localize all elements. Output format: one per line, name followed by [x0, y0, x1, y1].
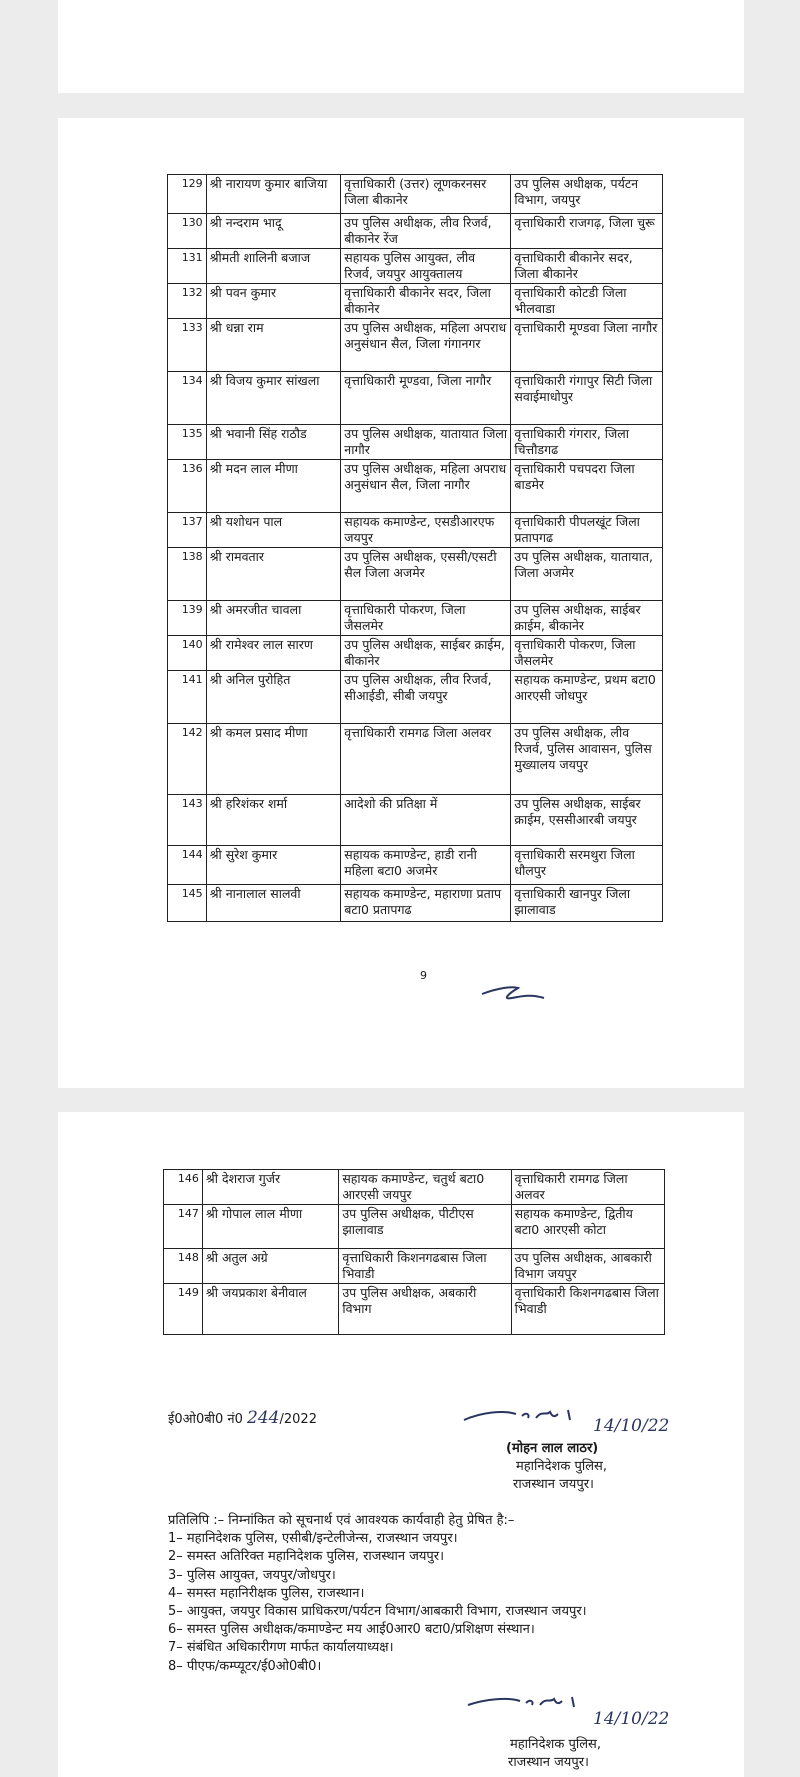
table-row: [168, 724, 663, 795]
new-posting: वृत्ताधिकारी खानपुर जिला झालावाड: [511, 885, 663, 922]
table-row: [164, 1205, 665, 1249]
serial-number: 148: [164, 1249, 203, 1284]
new-posting: वृत्ताधिकारी पीपलखूंट जिला प्रतापगढ: [511, 513, 663, 548]
serial-number: 145: [168, 885, 207, 922]
serial-number: 137: [168, 513, 207, 548]
serial-number: 134: [168, 372, 207, 425]
signature-icon: [464, 1689, 604, 1717]
new-posting: वृत्ताधिकारी मूण्डवा जिला नागौर: [511, 319, 663, 372]
serial-number: 147: [164, 1205, 203, 1249]
officer-name: श्री यशोधन पाल: [206, 513, 341, 548]
current-posting: आदेशो की प्रतिक्षा में: [341, 795, 511, 846]
serial-number: 146: [164, 1170, 203, 1205]
officer-name: श्री नन्दराम भादू: [206, 214, 341, 249]
signatory2-place: राजस्थान जयपुर।: [508, 1755, 589, 1770]
current-posting: वृत्ताधिकारी मूण्डवा, जिला नागौर: [341, 372, 511, 425]
officer-name: श्री भवानी सिंह राठौड: [206, 425, 341, 460]
reference-prefix: ई0ओ0बी0 नं0: [168, 1412, 243, 1427]
page-9: [58, 118, 744, 1088]
signature-icon: [460, 1402, 600, 1432]
serial-number: 129: [168, 175, 207, 214]
initials-signature-icon: [478, 976, 548, 1006]
current-posting: सहायक कमाण्डेन्ट, चतुर्थ बटा0 आरएसी जयपुर: [339, 1170, 511, 1205]
officer-name: श्री हरिशंकर शर्मा: [206, 795, 341, 846]
current-posting: वृत्ताधिकारी रामगढ जिला अलवर: [341, 724, 511, 795]
transfer-table-page-9: [167, 174, 663, 922]
page-10: [58, 1112, 744, 1777]
officer-name: श्री अमरजीत चावला: [206, 601, 341, 636]
table-row: [168, 513, 663, 548]
current-posting: सहायक कमाण्डेन्ट, एसडीआरएफ जयपुर: [341, 513, 511, 548]
serial-number: 140: [168, 636, 207, 671]
new-posting: उप पुलिस अधीक्षक, लीव रिजर्व, पुलिस आवासन, पुलिस मुख्यालय जयपुर: [511, 724, 663, 795]
new-posting: वृत्ताधिकारी पचपदरा जिला बाडमेर: [511, 460, 663, 513]
officer-name: श्री अतुल अग्रे: [202, 1249, 338, 1284]
current-posting: सहायक कमाण्डेन्ट, हाडी रानी महिला बटा0 अजमेर: [341, 846, 511, 885]
serial-number: 144: [168, 846, 207, 885]
new-posting: वृत्ताधिकारी कोटडी जिला भीलवाडा: [511, 284, 663, 319]
current-posting: उप पुलिस अधीक्षक, लीव रिजर्व, सीआईडी, सीबी जयपुर: [341, 671, 511, 724]
serial-number: 131: [168, 249, 207, 284]
signatory-designation: महानिदेशक पुलिस,: [516, 1459, 607, 1474]
signature2-date: 14/10/22: [593, 1709, 670, 1729]
current-posting: वृत्ताधिकारी बीकानेर सदर, जिला बीकानेर: [341, 284, 511, 319]
officer-name: श्री सुरेश कुमार: [206, 846, 341, 885]
table-row: [164, 1284, 665, 1335]
officer-name: श्रीमती शालिनी बजाज: [206, 249, 341, 284]
officer-name: श्री देशराज गुर्जर: [202, 1170, 338, 1205]
serial-number: 133: [168, 319, 207, 372]
table-row: [168, 548, 663, 601]
serial-number: 139: [168, 601, 207, 636]
current-posting: उप पुलिस अधीक्षक, लीव रिजर्व, बीकानेर रेंज: [341, 214, 511, 249]
serial-number: 141: [168, 671, 207, 724]
table-row: [168, 214, 663, 249]
table-row: [168, 846, 663, 885]
table-row: [164, 1249, 665, 1284]
current-posting: वृत्ताधिकारी (उत्तर) लूणकरनसर जिला बीकानेर: [341, 175, 511, 214]
serial-number: 143: [168, 795, 207, 846]
reference-year: /2022: [279, 1412, 317, 1427]
signatory-place: राजस्थान जयपुर।: [513, 1477, 594, 1492]
current-posting: वृत्ताधिकारी किशनगढबास जिला भिवाडी: [339, 1249, 511, 1284]
table-row: [168, 671, 663, 724]
officer-name: श्री नारायण कुमार बाजिया: [206, 175, 341, 214]
copy-to-item: 5– आयुक्त, जयपुर विकास प्राधिकरण/पर्यटन विभाग/आबकारी विभाग, राजस्थान जयपुर।: [168, 1604, 587, 1620]
new-posting: उप पुलिस अधीक्षक, आबकारी विभाग जयपुर: [511, 1249, 664, 1284]
current-posting: उप पुलिस अधीक्षक, महिला अपराध अनुसंधान सैल, जिला नागौर: [341, 460, 511, 513]
copy-to-section: [168, 1512, 587, 1676]
table-row: [168, 601, 663, 636]
new-posting: सहायक कमाण्डेन्ट, प्रथम बटा0 आरएसी जोधपुर: [511, 671, 663, 724]
new-posting: उप पुलिस अधीक्षक, यातायात, जिला अजमेर: [511, 548, 663, 601]
new-posting: वृत्ताधिकारी गंगापुर सिटी जिला सवाईमाधोपुर: [511, 372, 663, 425]
signature-date: 14/10/22: [593, 1416, 670, 1436]
table-row: [168, 795, 663, 846]
current-posting: उप पुलिस अधीक्षक, महिला अपराध अनुसंधान सैल, जिला गंगानगर: [341, 319, 511, 372]
officer-name: श्री कमल प्रसाद मीणा: [206, 724, 341, 795]
serial-number: 130: [168, 214, 207, 249]
copy-to-item: 8– पीएफ/कम्प्यूटर/ई0ओ0बी0।: [168, 1658, 322, 1674]
officer-name: श्री रामेश्वर लाल सारण: [206, 636, 341, 671]
copy-to-heading: प्रतिलिपि :– निम्नांकित को सूचनार्थ एवं आवश्यक कार्यवाही हेतु प्रेषित है:–: [168, 1513, 515, 1528]
table-row: [164, 1170, 665, 1205]
copy-to-item: 2– समस्त अतिरिक्त महानिदेशक पुलिस, राजस्थान जयपुर।: [168, 1549, 445, 1565]
table-row: [168, 425, 663, 460]
current-posting: सहायक कमाण्डेन्ट, महाराणा प्रताप बटा0 प्रतापगढ: [341, 885, 511, 922]
new-posting: उप पुलिस अधीक्षक, पर्यटन विभाग, जयपुर: [511, 175, 663, 214]
current-posting: उप पुलिस अधीक्षक, अबकारी विभाग: [339, 1284, 511, 1335]
copy-to-item: 6– समस्त पुलिस अधीक्षक/कमाण्डेन्ट मय आई0आर0 बटा0/प्रशिक्षण संस्थान।: [168, 1622, 535, 1638]
table-row: [168, 885, 663, 922]
officer-name: श्री अनिल पुरोहित: [206, 671, 341, 724]
copy-to-item: 3– पुलिस आयुक्त, जयपुर/जोधपुर।: [168, 1567, 336, 1583]
new-posting: वृत्ताधिकारी बीकानेर सदर, जिला बीकानेर: [511, 249, 663, 284]
reference-number-handwritten: 244: [247, 1408, 280, 1428]
table-row: [168, 460, 663, 513]
current-posting: उप पुलिस अधीक्षक, एससी/एसटी सैल जिला अजमेर: [341, 548, 511, 601]
serial-number: 149: [164, 1284, 203, 1335]
signatory-name: (मोहन लाल लाठर): [506, 1441, 599, 1456]
table-row: [168, 284, 663, 319]
table-row: [168, 319, 663, 372]
page-number: 9: [420, 969, 427, 982]
current-posting: उप पुलिस अधीक्षक, पीटीएस झालावाड: [339, 1205, 511, 1249]
current-posting: सहायक पुलिस आयुक्त, लीव रिजर्व, जयपुर आयुक्तालय: [341, 249, 511, 284]
table-row: [168, 372, 663, 425]
new-posting: वृत्ताधिकारी किशनगढबास जिला भिवाडी: [511, 1284, 664, 1335]
officer-name: श्री गोपाल लाल मीणा: [202, 1205, 338, 1249]
new-posting: वृत्ताधिकारी पोकरण, जिला जैसलमेर: [511, 636, 663, 671]
new-posting: वृत्ताधिकारी सरमथुरा जिला धौलपुर: [511, 846, 663, 885]
new-posting: सहायक कमाण्डेन्ट, द्वितीय बटा0 आरएसी कोटा: [511, 1205, 664, 1249]
officer-name: श्री मदन लाल मीणा: [206, 460, 341, 513]
signatory2-designation: महानिदेशक पुलिस,: [510, 1737, 601, 1752]
page-fragment-top: [58, 0, 744, 93]
copy-to-item: 4– समस्त महानिरीक्षक पुलिस, राजस्थान।: [168, 1585, 365, 1601]
serial-number: 132: [168, 284, 207, 319]
table-row: [168, 249, 663, 284]
serial-number: 142: [168, 724, 207, 795]
officer-name: श्री जयप्रकाश बेनीवाल: [202, 1284, 338, 1335]
table-row: [168, 175, 663, 214]
order-reference: [168, 1408, 317, 1428]
serial-number: 138: [168, 548, 207, 601]
new-posting: उप पुलिस अधीक्षक, साईबर क्राईम, बीकानेर: [511, 601, 663, 636]
current-posting: उप पुलिस अधीक्षक, यातायात जिला नागौर: [341, 425, 511, 460]
new-posting: वृत्ताधिकारी राजगढ़, जिला चुरू: [511, 214, 663, 249]
officer-name: श्री विजय कुमार सांखला: [206, 372, 341, 425]
officer-name: श्री रामवतार: [206, 548, 341, 601]
copy-to-item: 7– संबंधित अधिकारीगण मार्फत कार्यालयाध्यक्ष।: [168, 1640, 394, 1656]
new-posting: उप पुलिस अधीक्षक, साईबर क्राईम, एससीआरबी जयपुर: [511, 795, 663, 846]
current-posting: वृत्ताधिकारी पोकरण, जिला जैसलमेर: [341, 601, 511, 636]
officer-name: श्री नानालाल सालवी: [206, 885, 341, 922]
new-posting: वृत्ताधिकारी रामगढ जिला अलवर: [511, 1170, 664, 1205]
officer-name: श्री पवन कुमार: [206, 284, 341, 319]
transfer-table-page-10: [163, 1169, 665, 1335]
serial-number: 136: [168, 460, 207, 513]
serial-number: 135: [168, 425, 207, 460]
new-posting: वृत्ताधिकारी गंगरार, जिला चित्तौडगढ: [511, 425, 663, 460]
copy-to-item: 1– महानिदेशक पुलिस, एसीबी/इन्टेलीजेन्स, राजस्थान जयपुर।: [168, 1531, 458, 1547]
current-posting: उप पुलिस अधीक्षक, साईबर क्राईम, बीकानेर: [341, 636, 511, 671]
table-row: [168, 636, 663, 671]
officer-name: श्री धन्ना राम: [206, 319, 341, 372]
